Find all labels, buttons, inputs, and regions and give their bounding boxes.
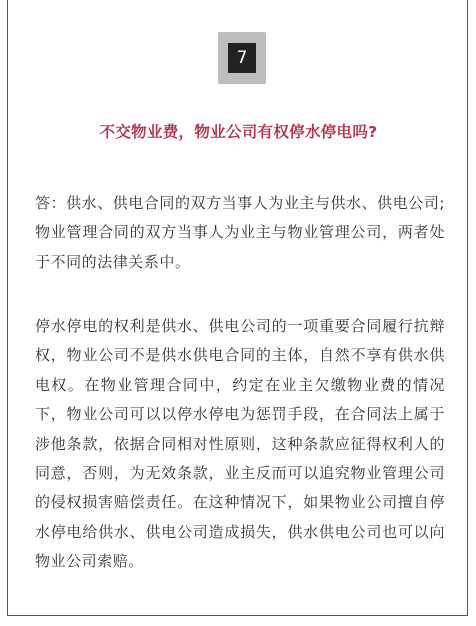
section-number: 7 [228,43,256,73]
question-heading: 不交物业费，物业公司有权停水停电吗? [99,123,378,141]
section-number-badge [218,32,266,84]
answer-paragraph: 答：供水、供电合同的双方当事人为业主与供水、供电公司;物业管理合同的双方当事人为业主与物业管理公司，两者处于不同的法律关系中。 [35,194,445,271]
explanation-paragraph: 停水停电的权利是供水、供电公司的一项重要合同履行抗辩权，物业公司不是供水供电合同的主体，自然不享有供水供电权。在物业管理合同中，约定在业主欠缴物业费的情况下，物业公司可以以停水停电为惩罚手段，在合同法上属于涉他条款，依据合同相对性原则，这种条款应征得权利人的同意，否则，为无效条款，业主反而可以追究物业管理公司的侵权损害赔偿责任。在这种情况下，如果物业公司擅自停水停电给供水、供电公司造成损失，供水供电公司也可以向物业公司索赔。 [35,317,445,571]
article-frame [7,0,468,616]
